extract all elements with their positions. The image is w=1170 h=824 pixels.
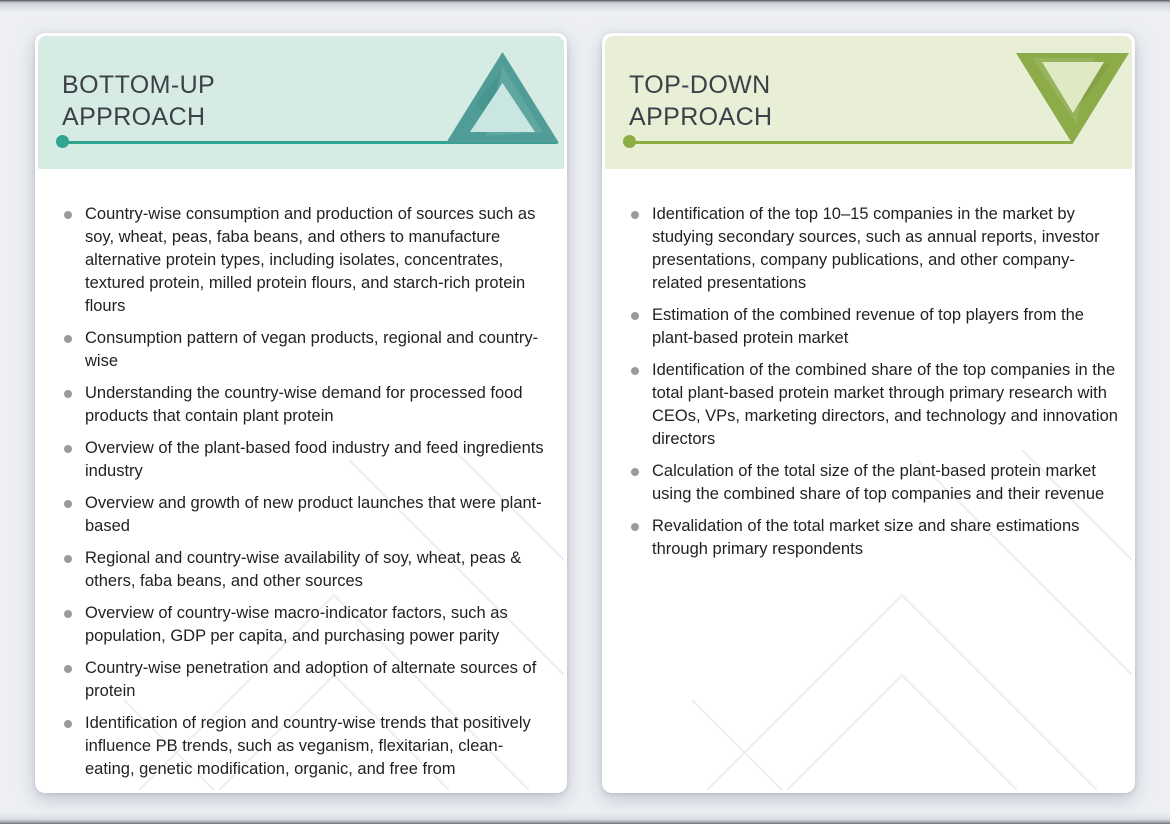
list-item bbox=[85, 547, 551, 593]
bullet-text: Estimation of the combined revenue of top players from the plant-based protein market bbox=[652, 306, 1084, 347]
triangle-up-icon bbox=[446, 52, 559, 143]
bullet-dot-icon bbox=[631, 523, 639, 531]
bullet-text: Identification of region and country-wise trends that positively influence PB trends, such as veganism, flexitarian, clean-eating, genetic modification, organic, and free from bbox=[85, 714, 531, 778]
top-down-approach-card bbox=[602, 33, 1135, 793]
list-item bbox=[652, 304, 1118, 350]
card-body bbox=[38, 169, 564, 781]
list-item bbox=[85, 382, 551, 428]
bullet-dot-icon bbox=[64, 211, 72, 219]
bullet-text: Country-wise penetration and adoption of alternate sources of protein bbox=[85, 659, 537, 700]
list-item bbox=[652, 359, 1118, 451]
list-item bbox=[652, 515, 1118, 561]
bullet-dot-icon bbox=[631, 211, 639, 219]
triangle-down-icon bbox=[1016, 53, 1129, 144]
list-item bbox=[85, 602, 551, 648]
bullet-text: Country-wise consumption and production of sources such as soy, wheat, peas, faba beans, and others to manufacture alternative protein types, including isolates, concentrates, textured protein, milled protein flours, and starch-rich protein flours bbox=[85, 205, 536, 315]
list-item bbox=[85, 203, 551, 318]
bullet-text: Overview and growth of new product launches that were plant-based bbox=[85, 494, 542, 535]
page-top-edge bbox=[0, 0, 1170, 12]
bullet-text: Identification of the combined share of the top companies in the total plant-based protein market through primary research with CEOs, VPs, marketing directors, and technology and innovation directors bbox=[652, 361, 1118, 448]
bullet-list bbox=[85, 203, 551, 781]
bullet-dot-icon bbox=[64, 500, 72, 508]
card-header bbox=[605, 36, 1132, 169]
card-header bbox=[38, 36, 564, 169]
bullet-dot-icon bbox=[64, 665, 72, 673]
bullet-dot-icon bbox=[631, 468, 639, 476]
bullet-text: Revalidation of the total market size and share estimations through primary respondents bbox=[652, 517, 1080, 558]
card-title-line: APPROACH bbox=[629, 103, 773, 131]
list-item bbox=[652, 460, 1118, 506]
list-item bbox=[85, 657, 551, 703]
bullet-dot-icon bbox=[64, 390, 72, 398]
bullet-dot-icon bbox=[64, 555, 72, 563]
accent-dot bbox=[623, 135, 636, 148]
bullet-list bbox=[652, 203, 1118, 561]
bullet-dot-icon bbox=[64, 445, 72, 453]
bullet-dot-icon bbox=[631, 312, 639, 320]
accent-dot bbox=[56, 135, 69, 148]
list-item bbox=[85, 492, 551, 538]
bullet-text: Consumption pattern of vegan products, regional and country-wise bbox=[85, 329, 539, 370]
list-item bbox=[652, 203, 1118, 295]
accent-rule bbox=[629, 141, 1073, 144]
bullet-dot-icon bbox=[631, 367, 639, 375]
card-title-line: TOP-DOWN bbox=[629, 71, 771, 99]
bullet-text: Understanding the country-wise demand for processed food products that contain plant protein bbox=[85, 384, 523, 425]
list-item bbox=[85, 712, 551, 781]
card-body bbox=[605, 169, 1132, 561]
list-item bbox=[85, 437, 551, 483]
bullet-dot-icon bbox=[64, 610, 72, 618]
card-title-line: APPROACH bbox=[62, 103, 206, 131]
list-item bbox=[85, 327, 551, 373]
bullet-dot-icon bbox=[64, 335, 72, 343]
bullet-text: Identification of the top 10–15 companies in the market by studying secondary sources, such as annual reports, investor presentations, company publications, and other company-related presentations bbox=[652, 205, 1100, 292]
card-title bbox=[62, 69, 215, 133]
card-title bbox=[629, 69, 773, 133]
bottom-up-approach-card bbox=[35, 33, 567, 793]
bullet-text: Calculation of the total size of the plant-based protein market using the combined share of top companies and their revenue bbox=[652, 462, 1105, 503]
page-bottom-edge bbox=[0, 812, 1170, 824]
bullet-text: Overview of country-wise macro-indicator factors, such as population, GDP per capita, and purchasing power parity bbox=[85, 604, 508, 645]
bullet-dot-icon bbox=[64, 720, 72, 728]
bullet-text: Overview of the plant-based food industry and feed ingredients industry bbox=[85, 439, 544, 480]
card-title-line: BOTTOM-UP bbox=[62, 71, 216, 99]
bullet-text: Regional and country-wise availability of soy, wheat, peas & others, faba beans, and other sources bbox=[85, 549, 522, 590]
